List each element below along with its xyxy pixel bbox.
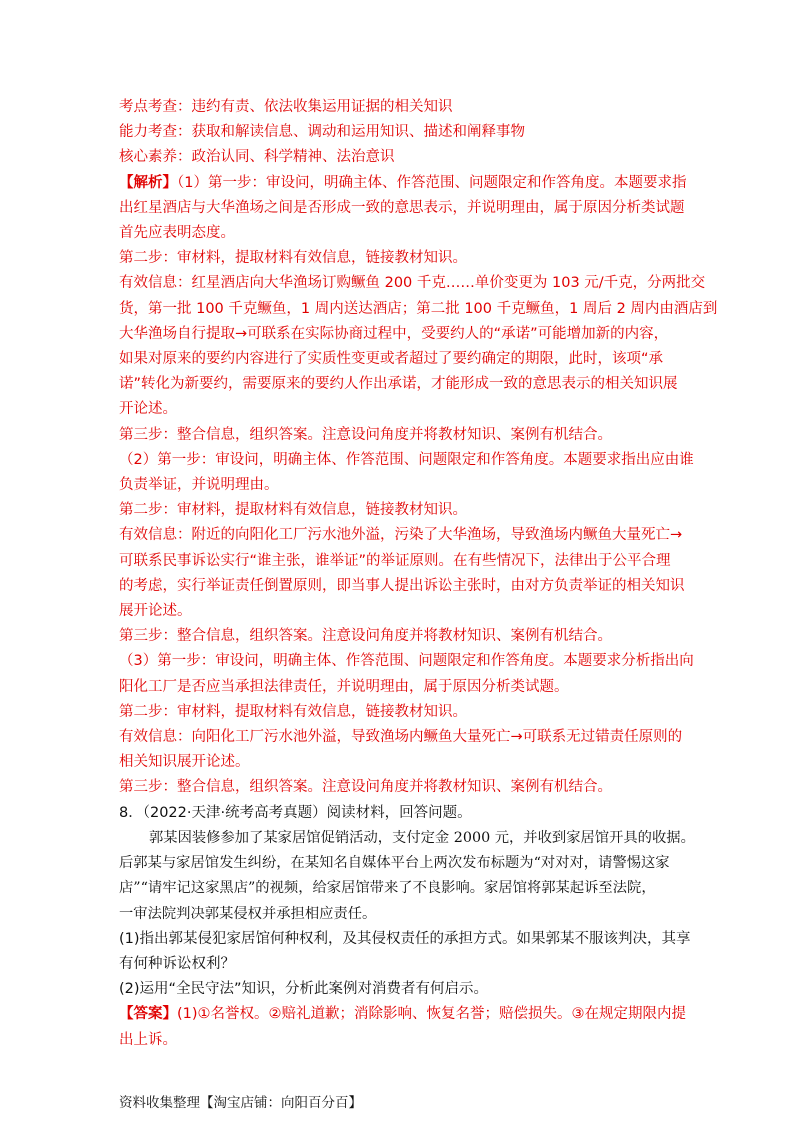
sub-question-1-cont: 有何种诉讼权利？ (119, 955, 235, 972)
analysis-line: 开论述。 (119, 401, 177, 418)
analysis-line: 负责举证，并说明理由。 (119, 477, 279, 494)
analysis-line: 诺”转化为新要约，需要原来的要约人作出承诺，才能形成一致的意思表示的相关知识展 (119, 376, 678, 393)
analysis-line: 相关知识展开论述。 (119, 754, 250, 771)
question-number: 8． (119, 804, 143, 821)
sub-question-1: (1)指出郭某侵犯家居馆何种权利，及其侵权责任的承担方式。如果郭某不服该判决，其享 (119, 930, 691, 947)
analysis-tag: 【解析】 (119, 174, 177, 191)
answer-second-line: 出上诉。 (119, 1031, 177, 1048)
core-literacy-line: 核心素养：政治认同、科学精神、法治意识 (119, 149, 395, 166)
answer-first-line (119, 1002, 685, 1027)
sub-question-2: (2)运用“全民守法”知识，分析此案例对消费者有何启示。 (119, 981, 489, 998)
analysis-line: 展开论述。 (119, 603, 192, 620)
analysis-line: 如果对原来的要约内容进行了实质性变更或者超过了要约确定的期限，此时，该项“承 (119, 351, 664, 368)
analysis-line: 可联系民事诉讼实行“谁主张，谁举证”的举证原则。在有些情况下，法律出于公平合理 (119, 552, 671, 569)
analysis-line: 第二步：审材料，提取材料有效信息，链接教材知识。 (119, 250, 467, 267)
analysis-line: 有效信息：红星酒店向大华渔场订购鳜鱼 200 千克……单价变更为 103 元/千克，分两批交 (119, 275, 706, 292)
answer-first-text: (1)①名誉权。②赔礼道歉；消除影响、恢复名誉；赔偿损失。③在规定期限内提 (177, 1006, 687, 1023)
analysis-line: 有效信息：附近的向阳化工厂污水池外溢，污染了大华渔场，导致渔场内鳜鱼大量死亡→ (119, 527, 683, 544)
question-prompt: 阅读材料，回答问题。 (326, 804, 472, 821)
question-material (119, 826, 695, 927)
analysis-body (119, 196, 718, 801)
question-source: （2022·天津·统考高考真题） (142, 804, 327, 821)
analysis-line: 首先应表明态度。 (119, 225, 235, 242)
analysis-line: 第二步：审材料，提取材料有效信息，链接教材知识。 (119, 502, 467, 519)
analysis-line: 第三步：整合信息，组织答案。注意设问角度并将教材知识、案例有机结合。 (119, 426, 612, 443)
analysis-line: 出红星酒店与大华渔场之间是否形成一致的意思表示，并说明理由，属于原因分析类试题 (119, 199, 685, 216)
material-line: 一审法院判决郭某侵权并承担相应责任。 (119, 905, 377, 922)
analysis-line: 第三步：整合信息，组织答案。注意设问角度并将教材知识、案例有机结合。 (119, 628, 612, 645)
document-page (119, 95, 718, 1053)
analysis-line: （2）第一步：审设问，明确主体、作答范围、问题限定和作答角度。本题要求指出应由谁 (119, 451, 694, 468)
analysis-line: 货，第一批 100 千克鳜鱼，1 周内送达酒店；第二批 100 千克鳜鱼，1 周后 2 周内由酒店到 (119, 300, 718, 317)
material-line: 郭某因装修参加了某家居馆促销活动，支付定金 2000 元，并收到家居馆开具的收据。 (149, 829, 695, 846)
page-footer: 资料收集整理【淘宝店铺：向阳百分百】 (119, 1095, 362, 1111)
material-line: 店”“请牢记这家黑店”的视频，给家居馆带来了不良影响。家居馆将郭某起诉至法院， (119, 880, 656, 897)
analysis-line: 大华渔场自行提取→可联系在实际协商过程中，受要约人的“承诺”可能增加新的内容， (119, 325, 669, 342)
analysis-line: 第二步：审材料，提取材料有效信息，链接教材知识。 (119, 703, 467, 720)
analysis-line: 的考虑，实行举证责任倒置原则，即当事人提出诉讼主张时，由对方负责举证的相关知识 (119, 577, 685, 594)
analysis-line: 有效信息：向阳化工厂污水池外溢，导致渔场内鳜鱼大量死亡→可联系无过错责任原则的 (119, 729, 683, 746)
analysis-first-line (119, 171, 685, 196)
analysis-line: 第三步：整合信息，组织答案。注意设问角度并将教材知识、案例有机结合。 (119, 779, 612, 796)
answer-tag: 【答案】 (119, 1006, 177, 1023)
analysis-first-text: （1）第一步：审设问，明确主体、作答范围、问题限定和作答角度。本题要求指 (177, 174, 687, 191)
material-line: 后郭某与家居馆发生纠纷，在某知名自媒体平台上两次发布标题为“对对对，请警惕这家 (119, 855, 670, 872)
analysis-line: 阳化工厂是否应当承担法律责任，并说明理由，属于原因分析类试题。 (119, 678, 569, 695)
ability-line: 能力考查：获取和解读信息、调动和运用知识、描述和阐释事物 (119, 124, 525, 141)
question-heading (119, 801, 685, 826)
analysis-line: （3）第一步：审设问，明确主体、作答范围、问题限定和作答角度。本题要求分析指出向 (119, 653, 694, 670)
knowledge-points-line: 考点考查：违约有责、依法收集运用证据的相关知识 (119, 99, 453, 115)
